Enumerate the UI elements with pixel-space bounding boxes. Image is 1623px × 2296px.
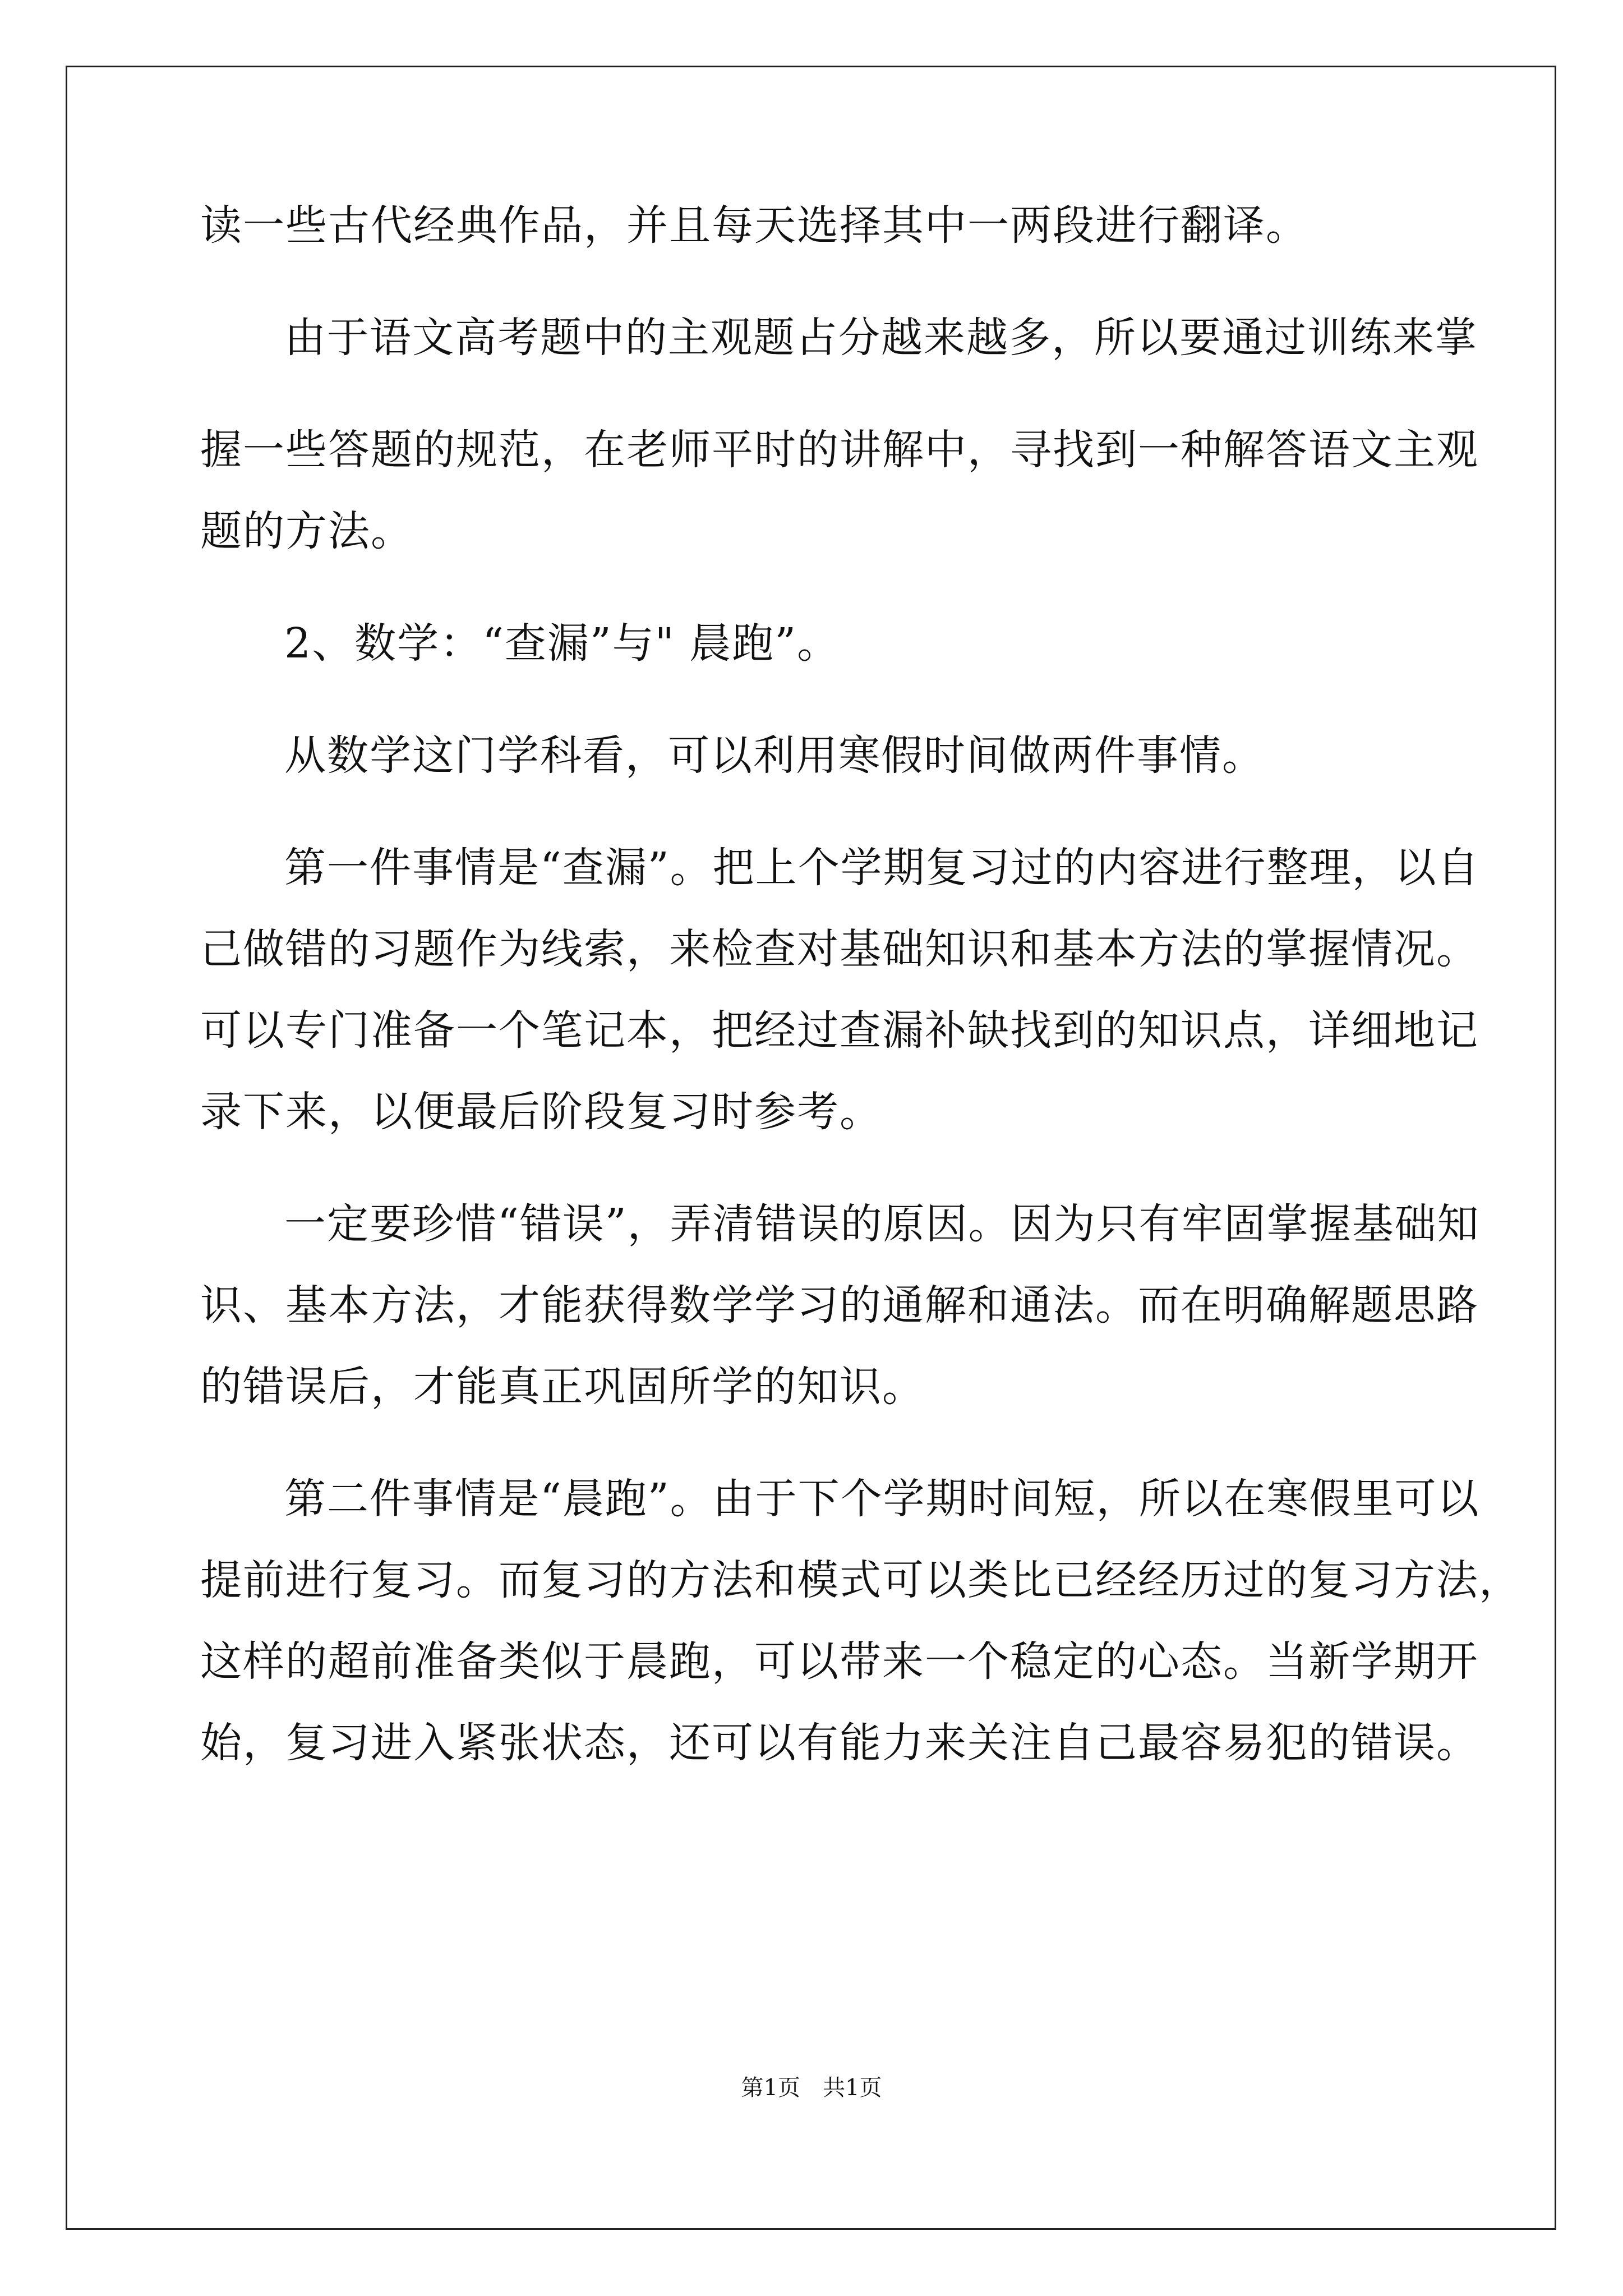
page-number-current: 第1页 [741, 2075, 800, 2101]
text-line: 2、数学：“查漏”与" 晨跑”。 [284, 619, 840, 668]
text-line: 识、基本方法，才能获得数学学习的通解和通法。而在明确解题思路 [200, 1281, 1479, 1329]
text-line: 己做错的习题作为线索，来检查对基础知识和基本方法的掌握情况。 [200, 925, 1479, 973]
text-line: 这样的超前准备类似于晨跑，可以带来一个稳定的心态。当新学期开 [200, 1637, 1479, 1686]
text-line: 由于语文高考题中的主观题占分越来越多，所以要通过训练来掌 [284, 314, 1478, 362]
text-line: 第一件事情是“查漏”。把上个学期复习过的内容进行整理，以自 [284, 844, 1480, 892]
text-line: 始，复习进入紧张状态，还可以有能力来关注自己最容易犯的错误。 [200, 1719, 1479, 1767]
text-line: 录下来，以便最后阶段复习时参考。 [200, 1088, 882, 1136]
text-line: 从数学这门学科看，可以利用寒假时间做两件事情。 [284, 731, 1265, 780]
text-line: 题的方法。 [200, 507, 413, 555]
page-frame [66, 66, 1556, 2230]
text-line: 提前进行复习。而复习的方法和模式可以类比已经经历过的复习方法， [200, 1556, 1521, 1604]
page-number-total: 共1页 [823, 2075, 882, 2101]
text-line: 可以专门准备一个笔记本，把经过查漏补缺找到的知识点，详细地记 [200, 1006, 1479, 1055]
text-line: 读一些古代经典作品，并且每天选择其中一两段进行翻译。 [200, 201, 1308, 250]
text-line: 握一些答题的规范，在老师平时的讲解中，寻找到一种解答语文主观 [200, 426, 1479, 474]
text-line: 第二件事情是“晨跑”。由于下个学期时间短，所以在寒假里可以 [284, 1475, 1480, 1523]
page-footer [0, 2070, 1623, 2102]
text-line: 的错误后，才能真正巩固所学的知识。 [200, 1363, 925, 1411]
text-line: 一定要珍惜“错误”，弄清错误的原因。因为只有牢固掌握基础知 [284, 1200, 1480, 1248]
